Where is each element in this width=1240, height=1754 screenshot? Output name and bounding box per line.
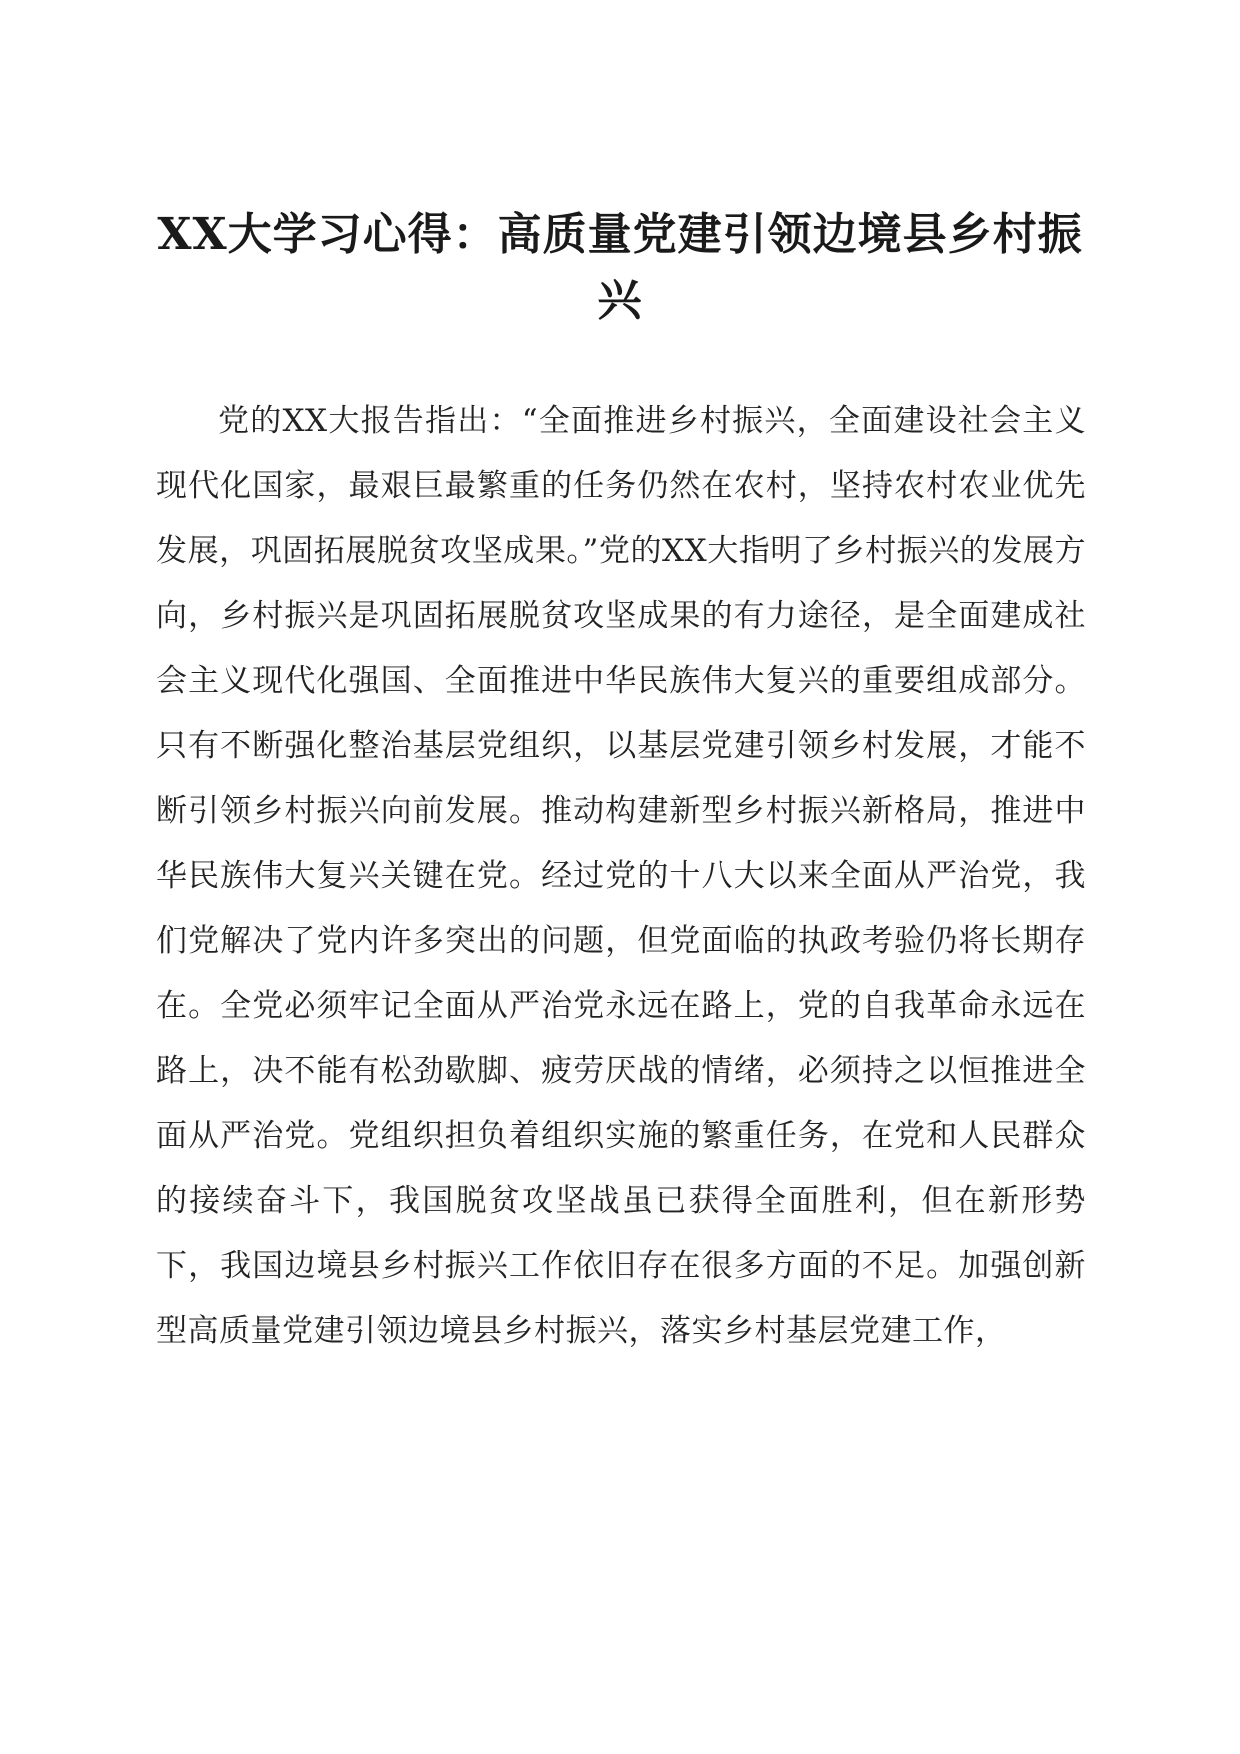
document-title: XX大学习心得：高质量党建引领边境县乡村振兴	[157, 209, 1083, 326]
body-paragraph: 党的XX大报告指出：“全面推进乡村振兴，全面建设社会主义现代化国家，最艰巨最繁重的任务仍然在农村，坚持农村农业优先发展，巩固拓展脱贫攻坚成果。”党的XX大指明了乡村振兴的发展方向，乡村振兴是巩固拓展脱贫攻坚成果的有力途径，是全面建成社会主义现代化强国、全面推进中华民族伟大复兴的重要组成部分。只有不断强化整治基层党组织，以基层党建引领乡村发展，才能不断引领乡村振兴向前发展。推动构建新型乡村振兴新格局，推进中华民族伟大复兴关键在党。经过党的十八大以来全面从严治党，我们党解决了党内许多突出的问题，但党面临的执政考验仍将长期存在。全党必须牢记全面从严治党永远在路上，党的自我革命永远在路上，决不能有松劲歇脚、疲劳厌战的情绪，必须持之以恒推进全面从严治党。党组织担负着组织实施的繁重任务，在党和人民群众的接续奋斗下，我国脱贫攻坚战虽已获得全面胜利，但在新形势下，我国边境县乡村振兴工作依旧存在很多方面的不足。加强创新型高质量党建引领边境县乡村振兴，落实乡村基层党建工作，	[156, 403, 1086, 1349]
